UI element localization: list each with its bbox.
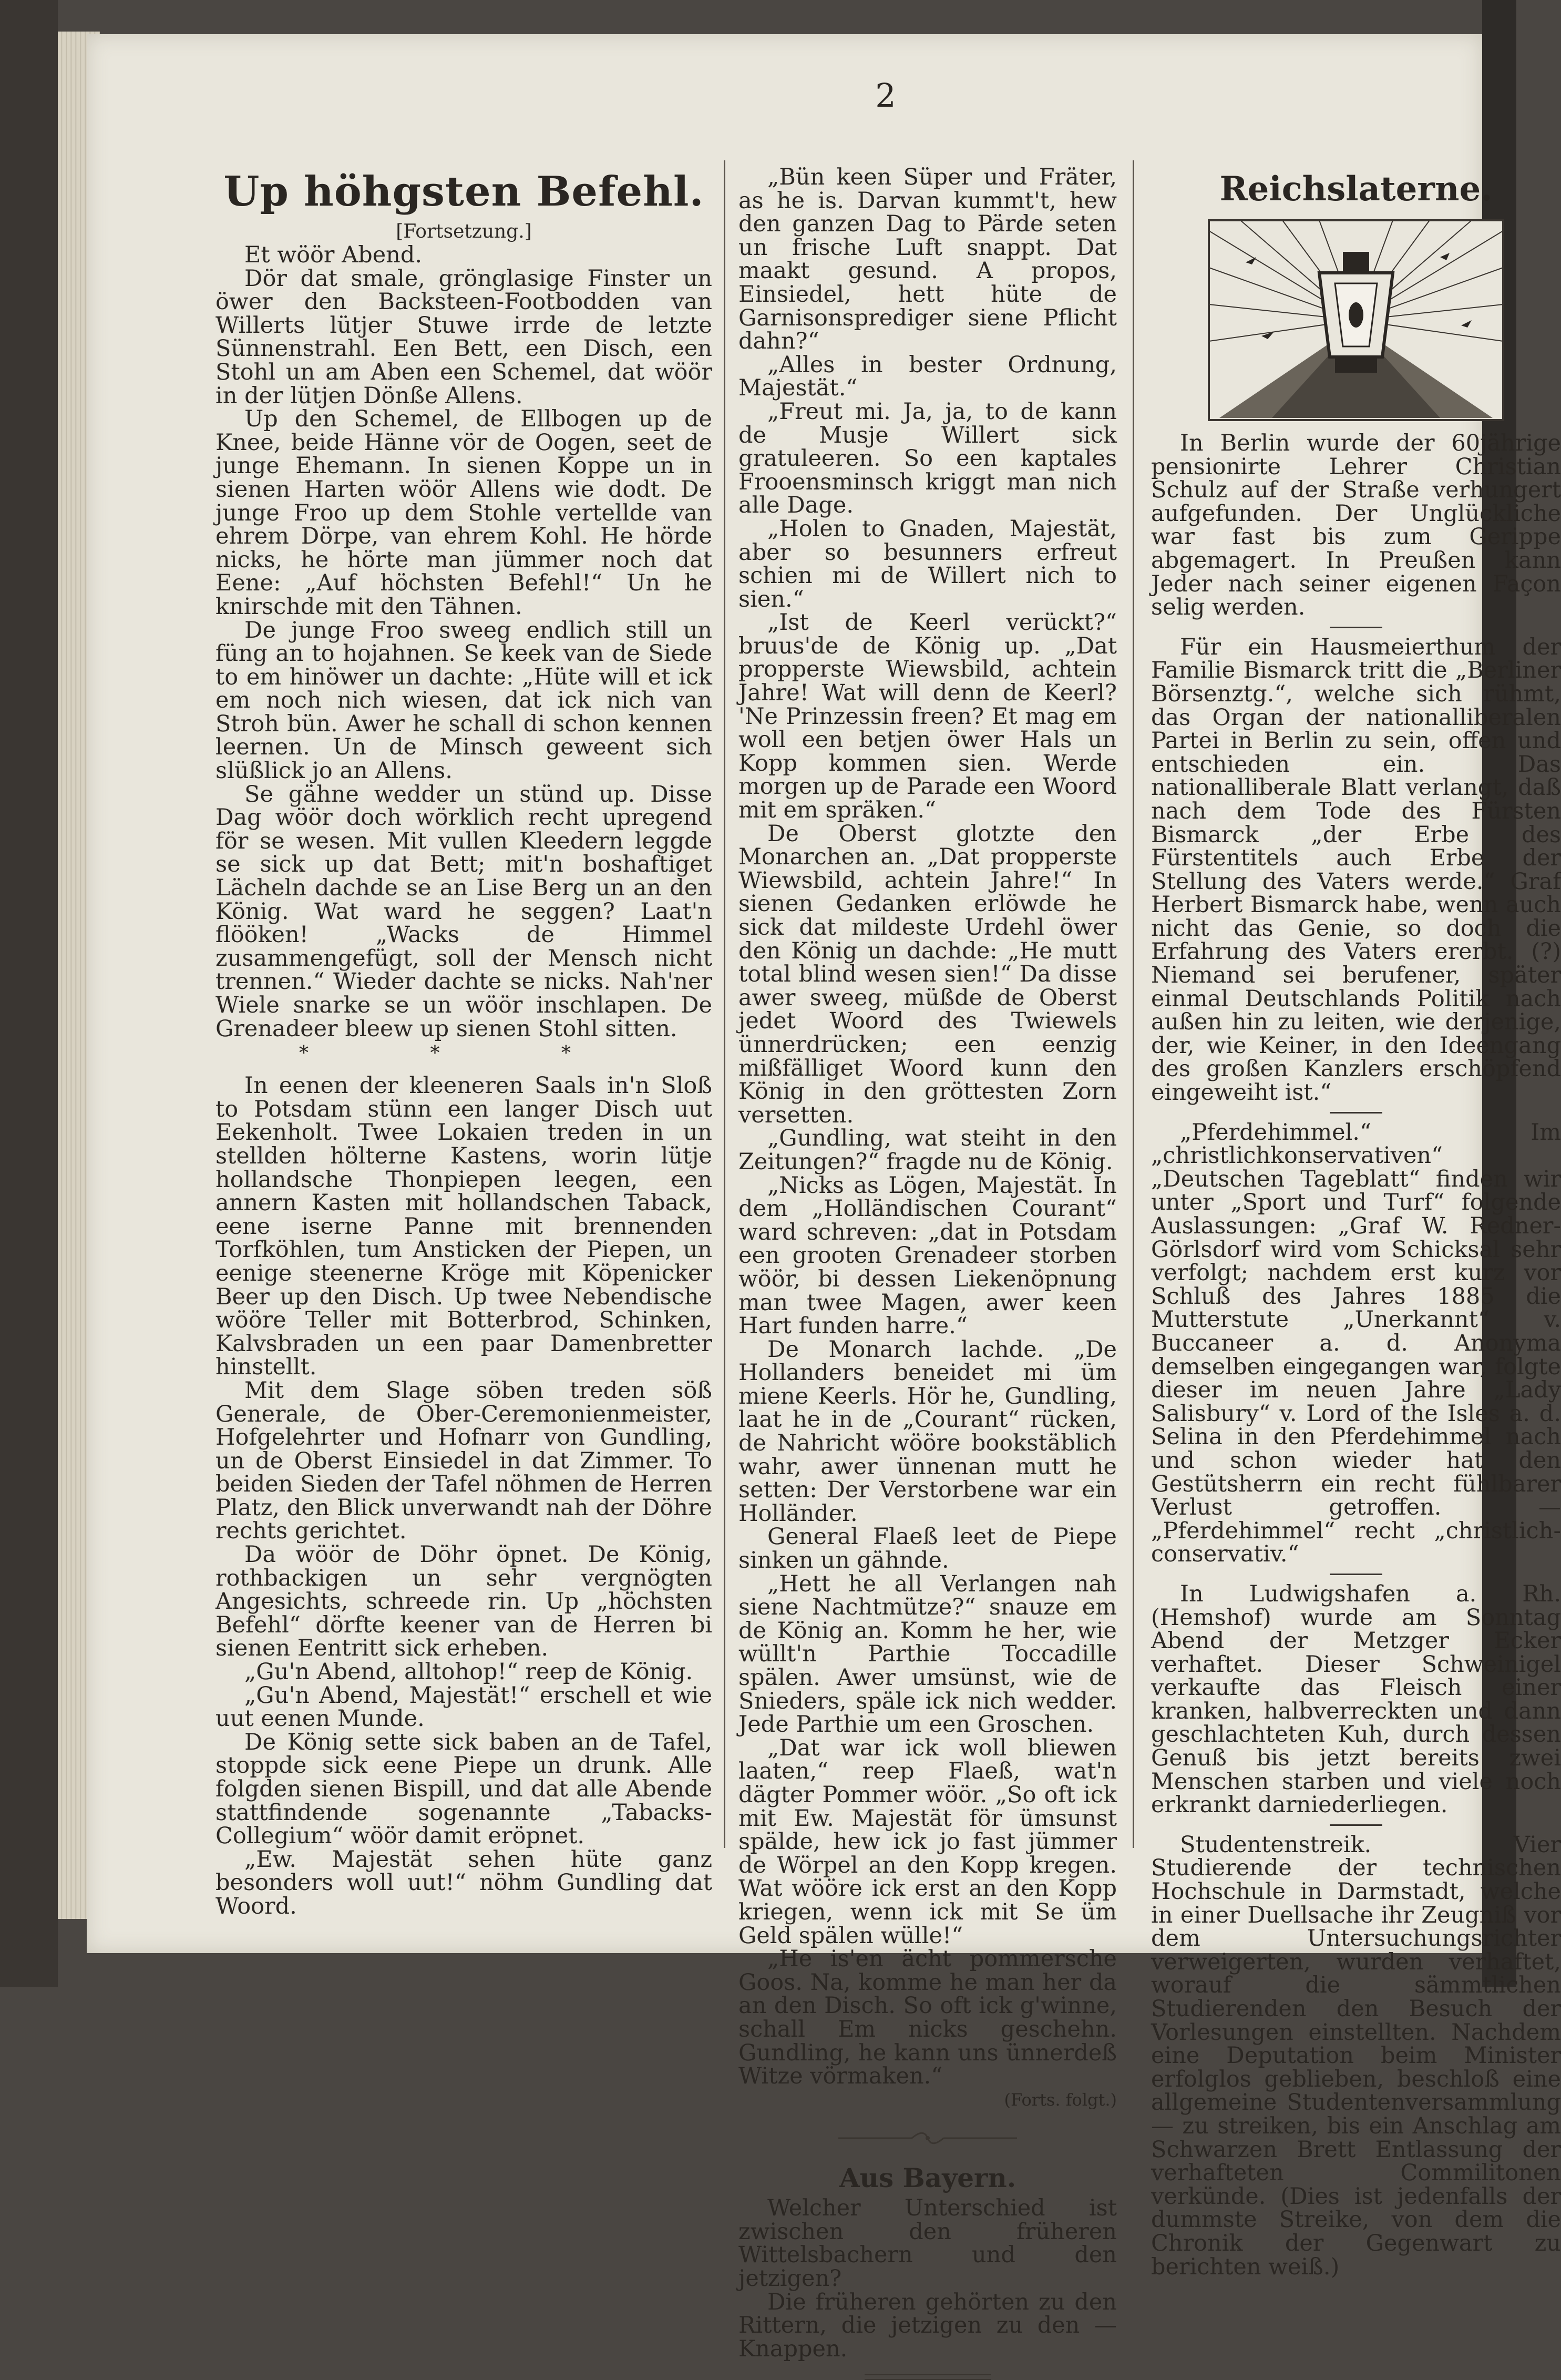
paragraph: Da wöör de Döhr öpnet. De König, rothbackigen un sehr vergnögten Angesichts, schreede rin. Up „höchsten Befehl“ dörfte keener van de Herren bi sienen Eentritt sick erheben.	[215, 1541, 712, 1662]
page-number: 2	[875, 76, 896, 115]
paragraph: In Berlin wurde der 60jährige pensionirte Lehrer Christian Schulz auf der Straße verhungert aufgefunden. Der Unglückliche war fast bis zum Gerippe abgemagert. In Preußen kann Jeder nach seiner eigenen Façon selig werden.	[1151, 430, 1561, 621]
section-title-reichslaterne: Reichslaterne.	[1219, 169, 1493, 209]
paragraph: „He is'en ächt pommersche Goos. Na, komme he man her da an den Disch. So oft ick g'winne, schall Em nicks geschehn. Gundling, he kann uns ünnerdeß Witze vörmaken.“	[738, 1946, 1117, 2090]
short-divider	[1330, 1574, 1382, 1575]
paragraph: „Gu'n Abend, Majestät!“ erschell et wie uut eenen Munde.	[215, 1682, 712, 1732]
column-2	[738, 166, 1117, 2380]
article-title-aus-bayern: Aus Bayern.	[839, 2162, 1016, 2194]
paragraph: Up den Schemel, de Ellbogen up de Knee, beide Hänne vör de Oogen, seet de junge Ehemann. In sienen Koppe un in sienen Harten wöör Allens wie dodt. De junge Froo up dem Stohle vertellde van ehrem Dörpe, van ehrem Kohl. He hörde nicks, he hörte man jümmer noch dat Eene: „Auf höchsten Befehl!“ Un he knirschde mit den Tähnen.	[215, 406, 712, 620]
continuation-note: [Fortsetzung.]	[396, 221, 532, 242]
section-stars: * * *	[299, 1043, 629, 1065]
paragraph: Et wöör Abend.	[244, 242, 423, 268]
column-3	[1151, 166, 1561, 2279]
column-rule-right	[1133, 160, 1134, 1848]
newspaper-page	[87, 34, 1561, 2362]
lantern-illustration-icon	[1209, 220, 1503, 420]
scan-background-left	[0, 0, 58, 1987]
paragraph: „Holen to Gnaden, Majestät, aber so besunners erfreut schien mi de Willert nich to sien.“	[738, 515, 1117, 612]
short-divider	[1330, 1824, 1382, 1826]
paragraph: De König sette sick baben an de Tafel, stoppde sick eene Piepe un drunk. Alle folgden sienen Bispill, und dat alle Abende stattfindende sogenannte „Tabacks-Collegium“ wöör damit eröpnet.	[215, 1729, 712, 1850]
paragraph: „Nicks as Lögen, Majestät. In dem „Holländischen Courant“ ward schreven: „dat in Potsdam een grooten Grenadeer storben wöör, bi dessen Liekenöpnung man twee Magen, awer keen Hart funden harre.“	[738, 1172, 1117, 1340]
paragraph: Se gähne wedder un stünd up. Disse Dag wöör doch wörklich recht upregend för se wesen. Mit vullen Kleedern leggde se sick up dat Bett; mit'n boshaftiget Lächeln dachde se an Lise Berg un an den König. Wat ward he seggen? Laat'n flööken! „Wacks de Himmel zusammengefügt, soll der Mensch nicht trennen.“ Wieder dachte se nicks. Nah'ner Wiele snarke se un wöör inschlapen. De Grenadeer bleew up sienen Stohl sitten.	[215, 781, 712, 1042]
paragraph: Die früheren gehörten zu den Rittern, die jetzigen zu den — Knappen.	[738, 2289, 1117, 2362]
paragraph: „Hett he all Verlangen nah siene Nachtmütze?“ snauze em de König an. Komm he her, wie wüllt'n Parthie Toccadille spälen. Awer umsünst, wie de Snieders, späle ick nich wedder. Jede Parthie um een Groschen.	[738, 1570, 1117, 1738]
paragraph: „Ist de Keerl verückt?“ bruus'de de König up. „Dat propperste Wiewsbild, achtein Jahre! Wat will denn de Keerl? 'Ne Prinzessin freen? Et mag em woll een betjen öwer Hals un Kopp kommen sien. Werde morgen up de Parade een Woord mit em spräken.“	[738, 609, 1117, 824]
paragraph: In eenen der kleeneren Saals in'n Sloß to Potsdam stünn een langer Disch uut Eekenholt. Twee Lokaien treden in un stellden hölterne Kastens, worin lütje hollandsche Thonpiepen leegen, een annern Kasten mit hollandschen Taback, eene iserne Panne mit brennenden Torfköhlen, tum Ansticken der Piepen, un eenige steenerne Kröge mit Köpenicker Beer up den Disch. Up twee Nebendische wööre Teller mit Botterbrod, Schinken, Kalvsbraden un een paar Damenbretter hinstellt.	[215, 1072, 712, 1381]
column-rule-left	[724, 160, 725, 1848]
paragraph: „Freut mi. Ja, ja, to de kann de Musje Willert sick gratuleeren. So een kaptales Frooensminsch kriggt man nich alle Dage.	[738, 398, 1117, 519]
paragraph: „Gu'n Abend, alltohop!“ reep de König.	[244, 1659, 693, 1686]
paragraph: De junge Froo sweeg endlich still un füng an to hojahnen. Se keek van de Siede to em hinöwer un dachte: „Hüte will et ick em noch nich wiesen, dat ick nich van Stroh bün. Awer he schall di schon kennen leernen. Un de Minsch geweent sich slüßlick jo an Allens.	[215, 617, 712, 784]
paragraph: Studentenstreik. Vier Studierende der technischen Hochschule in Darmstadt, welche in einer Duellsache ihr Zeugniß vor dem Untersuchungsrichter verweigerten, wurden verhaftet, worauf die sämmtlichen Studierenden den Besuch der Vorlesungen einstellten. Nachdem eine Deputation beim Minister erfolglos geblieben, beschloß eine allgemeine Studentenversammlung — zu streiken, bis ein Anschlag am Schwarzen Brett Entlassung der verhafteten Commilitonen verkünde. (Dies ist jedenfalls der dummste Streike, von dem die Chronik der Gegenwart zu berichten weiß.)	[1151, 1831, 1561, 2280]
paragraph: „Alles in bester Ordnung, Majestät.“	[738, 351, 1117, 402]
paragraph: „Bün keen Süper und Fräter, as he is. Darvan kummt't, hew den ganzen Dag to Pärde seten un frische Luft snappt. Dat maakt gesund. A propos, Einsiedel, hett hüte de Garnisonsprediger siene Pflicht dahn?“	[738, 164, 1117, 355]
paragraph: „Gundling, wat steiht in den Zeitungen?“ fragde nu de König.	[738, 1125, 1117, 1175]
column-1	[215, 166, 712, 1918]
short-divider	[1330, 1112, 1382, 1114]
paragraph: In Ludwigshafen a. Rh. (Hemshof) wurde am Sonntag Abend der Metzger Ecker verhaftet. Dieser Schweinigel verkaufte das Fleisch einer kranken, halbverreckten und dann geschlachteten Kuh, durch dessen Genuß bis jetzt bereits zwei Menschen starben und viele noch erkrankt darniederliegen.	[1151, 1580, 1561, 1819]
paragraph: Dör dat smale, grönglasige Finster un öwer den Backsteen-Footbodden van Willerts lütjer Stuwe irrde de letzte Sünnenstrahl. Een Bett, een Disch, een Stohl un am Aben een Schemel, dat wöör in der lütjen Dönße Allens.	[215, 265, 712, 409]
paragraph: „Pferdehimmel.“ Im „christlichkonservativen“ „Deutschen Tageblatt“ finden wir unter „Sport und Turf“ folgende Auslassungen: „Graf W. Redner-Görlsdorf wird vom Schicksal sehr verfolgt; nachdem erst kurz vor Schluß des Jahres 1885 die Mutterstute „Unerkannt“ v. Buccaneer a. d. Anonyma demselben eingegangen war, folgte dieser im neuen Jahre „Lady Salisbury“ v. Lord of the Isles a. d. Selina in den Pferdehimmel nach und schon wieder hat den Gestütsherrn ein recht fühlbarer Verlust getroffen. — „Pferdehimmel“ recht „christlich-conservativ.“	[1151, 1119, 1561, 1568]
paragraph: De Oberst glotzte den Monarchen an. „Dat propperste Wiewsbild, achtein Jahre!“ In sienen Gedanken erlöwde he sick dat mildeste Urdehl öwer den König un dachde: „He mutt total blind wesen sien!“ Da disse awer sweeg, müßde de Oberst jedet Woord des Twiewels ünnerdrücken; een eenzig mißfälliget Woord kunn den König in den gröttesten Zorn versetten.	[738, 820, 1117, 1128]
double-rule-divider	[865, 2374, 991, 2380]
paragraph: „Dat war ick woll bliewen laaten,“ reep Flaeß, wat'n dägter Pommer wöör. „So oft ick mit Ew. Majestät för ümsunst spälde, hew ick jo fast jümmer de Wörpel an den Kopp kregen. Wat wööre ick erst an den Kopp kriegen, wenn ick mit Se üm Geld spälen wülle!“	[738, 1734, 1117, 1949]
paragraph: Welcher Unterschied ist zwischen den früheren Wittelsbachern und den jetzigen?	[738, 2195, 1117, 2292]
article-title-up-hoehgsten-befehl: Up höhgsten Befehl.	[223, 168, 704, 216]
paragraph: De Monarch lachde. „De Hollanders beneidet mi üm miene Keerls. Hör he, Gundling, laat he in de „Courant“ rücken, de Nahricht wööre bookstäblich wahr, awer ünnenan mutt he setten: Der Verstorbene war ein Holländer.	[738, 1336, 1117, 1527]
short-divider	[1330, 627, 1382, 628]
to-be-continued-note: (Forts. folgt.)	[1004, 2089, 1117, 2110]
paragraph: Für ein Hausmeierthum der Familie Bismarck tritt die „Berliner Börsenztg.“, welche sich rühmt, das Organ der nationalliberalen Partei in Berlin zu sein, offen und entschieden ein. Das nationalliberale Blatt verlangt, daß nach dem Tode des Fürsten Bismarck „der Erbe des Fürstentitels auch Erbe der Stellung des Vaters werde.“ Graf Herbert Bismarck habe, wenn auch nicht das Genie, so doch die Erfahrung des Vaters ererbt. (?) Niemand sei berufener, später einmal Deutschlands Politik nach außen hin zu leiten, wie derjenige, der, wie Keiner, in den Ideengang des großen Kanzlers erschöpfend eingeweiht ist.“	[1151, 634, 1561, 1106]
paragraph: „Ew. Majestät sehen hüte ganz besonders woll uut!“ nöhm Gundling dat Woord.	[215, 1846, 712, 1919]
ornament-divider-icon	[838, 2130, 1017, 2146]
paragraph: Mit dem Slage söben treden söß Generale, de Ober-Ceremonienmeister, Hofgelehrter und Hofnarr von Gundling, un de Oberst Einsiedel in dat Zimmer. To beiden Sieden der Tafel nöhmen de Herren Platz, den Blick unverwandt nah der Döhre rechts gerichtet.	[215, 1377, 712, 1545]
paragraph: General Flaeß leet de Piepe sinken un gähnde.	[738, 1524, 1117, 1574]
